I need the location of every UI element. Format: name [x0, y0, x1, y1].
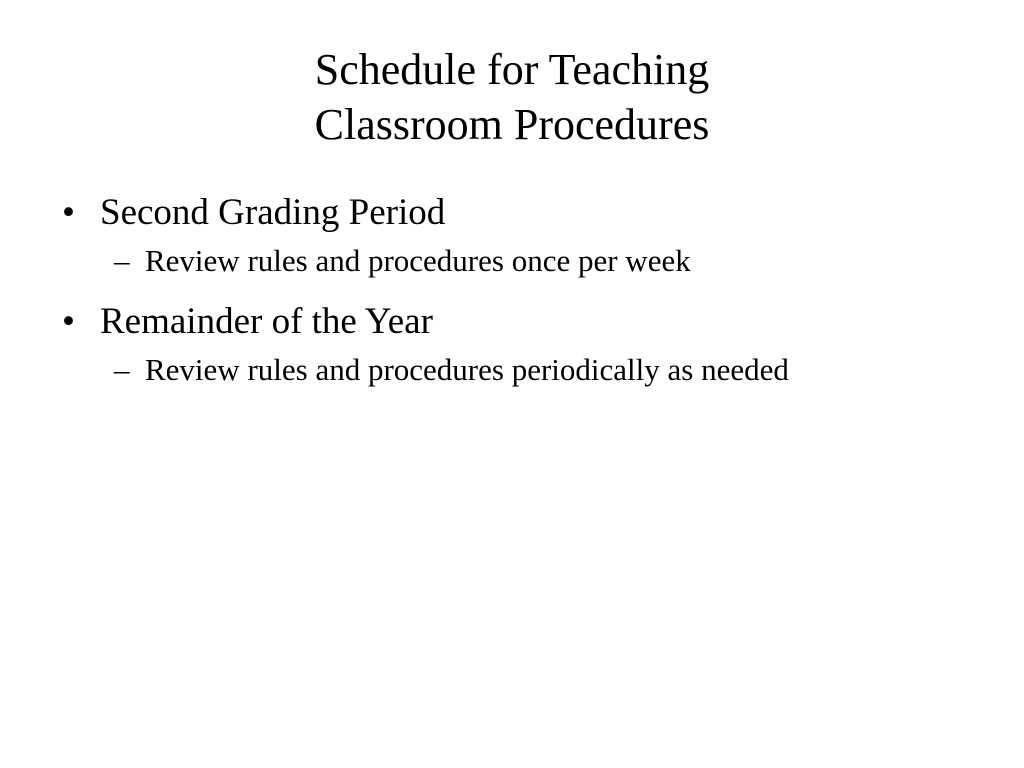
bullet-item-second-grading-period [62, 188, 962, 238]
title-line-1: Schedule for Teaching [314, 45, 710, 94]
bullet-marker: • [62, 301, 75, 342]
bullet-text: Second Grading Period [100, 192, 446, 233]
sub-bullet-item-periodically [114, 351, 905, 389]
dash-marker: – [114, 352, 130, 387]
dash-marker: – [114, 243, 130, 278]
sub-bullet-item-once-per-week [114, 242, 905, 280]
bullet-text: Remainder of the Year [100, 301, 433, 342]
bullet-item-remainder-of-year [62, 297, 962, 347]
sub-bullet-text: Review rules and procedures periodically as needed [145, 352, 789, 387]
bullet-marker: • [62, 192, 75, 233]
bullet-list [62, 188, 962, 406]
title-line-2: Classroom Procedures [314, 100, 710, 149]
sub-bullet-text: Review rules and procedures once per week [145, 243, 691, 278]
slide-title [0, 42, 1024, 152]
